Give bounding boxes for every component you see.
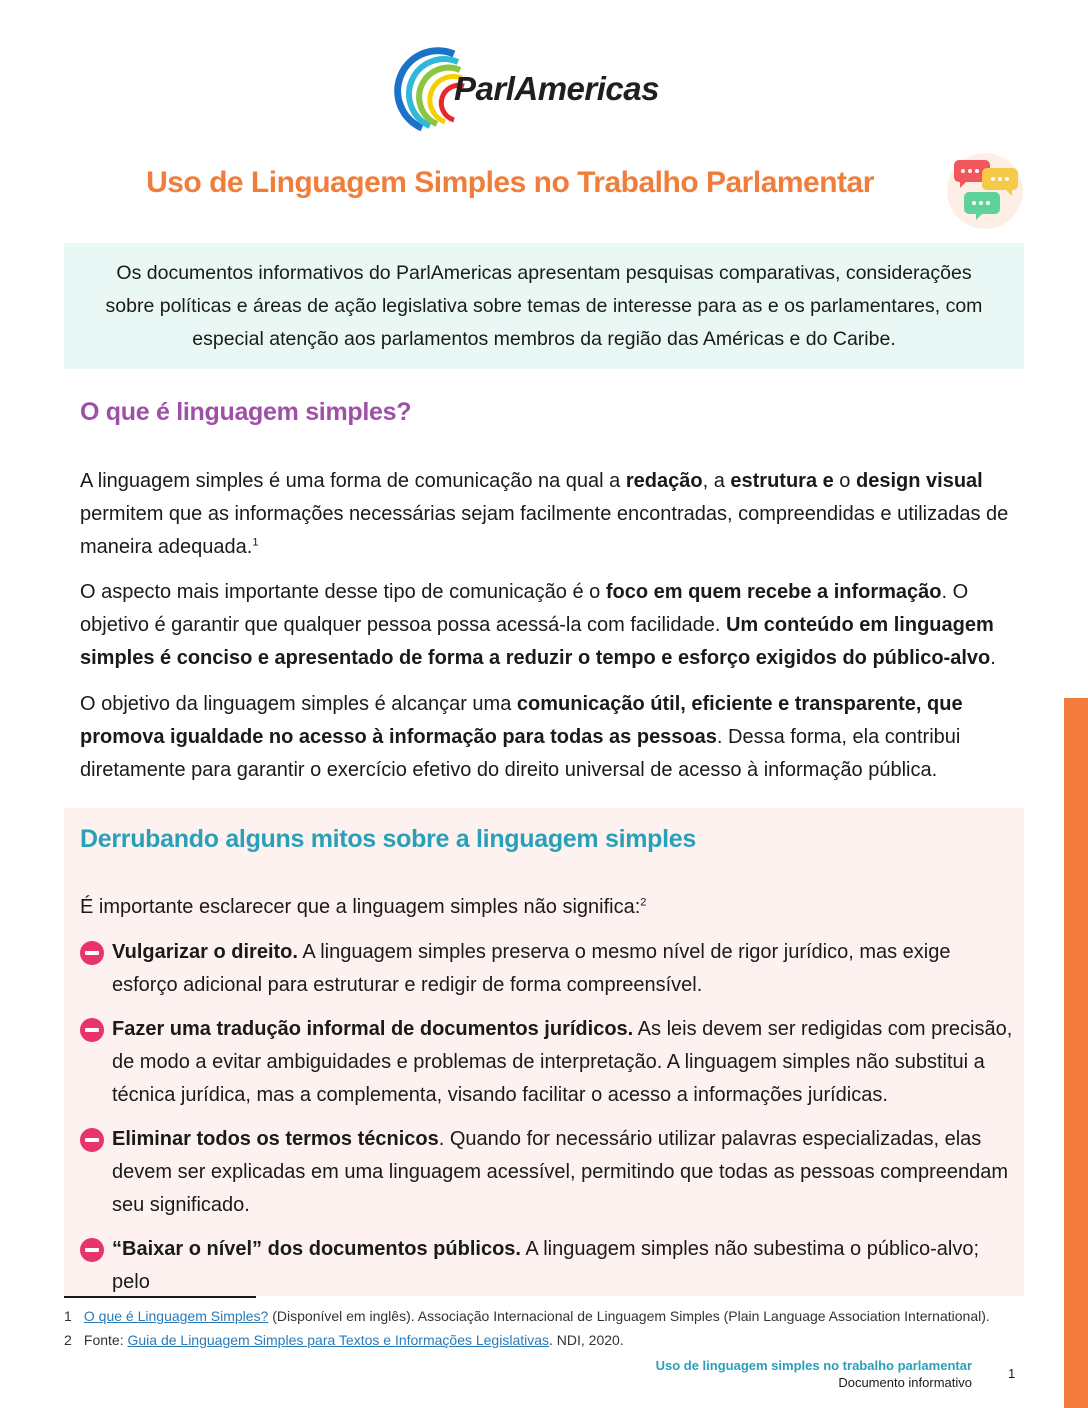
page-number: 1	[1008, 1366, 1016, 1381]
section-heading-what-is: O que é linguagem simples?	[80, 398, 412, 426]
minus-circle-icon	[80, 1238, 104, 1262]
parlamericas-logo	[392, 46, 702, 136]
footnote-2: 2 Fonte: Guia de Linguagem Simples para Textos e Informações Legislativas. NDI, 2020.	[64, 1332, 624, 1348]
side-accent-bar	[1064, 698, 1088, 1408]
paragraph-definition: A linguagem simples é uma forma de comunicação na qual a redação, a estrutura e o design visual permitem que as informações necessárias sejam facilmente encontradas, compreendidas e utilizadas de maneira adequada.$^1$	[80, 470, 1009, 558]
list-item: “Baixar o nível” dos documentos públicos. A linguagem simples não subestima o público-alvo; pelo	[80, 1233, 1015, 1299]
list-item: Fazer uma tradução informal de documentos jurídicos. As leis devem ser redigidas com precisão, de modo a evitar ambiguidades e problemas de interpretação. A linguagem simples não substitui a técnica jurídica, mas a complementa, visando facilitar o acesso a informações jurídicas.	[80, 1013, 1015, 1112]
section-heading-myths: Derrubando alguns mitos sobre a linguagem simples	[80, 825, 696, 853]
minus-circle-icon	[80, 1018, 104, 1042]
chat-bubbles-icon	[946, 152, 1024, 230]
footer-title: Uso de linguagem simples no trabalho parlamentar	[655, 1358, 972, 1373]
list-item: Eliminar todos os termos técnicos. Quando for necessário utilizar palavras especializadas, elas devem ser explicadas em uma linguagem acessível, permitindo que todas as pessoas compreendam seu significado.	[80, 1123, 1015, 1222]
footer-subtitle: Documento informativo	[838, 1375, 972, 1390]
page-footer	[656, 1357, 972, 1391]
footnote-link[interactable]: Guia de Linguagem Simples para Textos e Informações Legislativas	[127, 1332, 550, 1348]
footnote-ref: 2	[640, 896, 647, 909]
footnotes	[64, 1304, 1054, 1352]
footnote-1: 1 O que é Linguagem Simples? (Disponível em inglês). Associação Internacional de Linguagem Simples (Plain Language Association International).	[64, 1308, 990, 1324]
intro-box: Os documentos informativos do ParlAmericas apresentam pesquisas comparativas, considerações sobre políticas e áreas de ação legislativa sobre temas de interesse para as e os parlamentares, com especial atenção aos parlamentos membros da região das Américas e do Caribe.	[64, 243, 1024, 369]
paragraph-objective: O objetivo da linguagem simples é alcançar uma comunicação útil, eficiente e transparente, que promova igualdade no acesso à informação para todas as pessoas. Dessa forma, ela contribui diretamente para garantir o exercício efetivo do direito universal de acesso à informação pública.	[80, 693, 963, 781]
footnote-divider	[64, 1296, 256, 1298]
footnote-link[interactable]: O que é Linguagem Simples?	[83, 1308, 269, 1324]
paragraph-focus: O aspecto mais importante desse tipo de comunicação é o foco em quem recebe a informação. O objetivo é garantir que qualquer pessoa possa acessá-la com facilidade. Um conteúdo em linguagem simples é conciso e apresentado de forma a reduzir o tempo e esforço exigidos do público-alvo.	[80, 581, 996, 669]
myths-list	[80, 936, 1015, 1310]
list-item: Vulgarizar o direito. A linguagem simples preserva o mesmo nível de rigor jurídico, mas exige esforço adicional para estruturar e redigir de forma compreensível.	[80, 936, 1015, 1002]
page-title: Uso de Linguagem Simples no Trabalho Parlamentar	[146, 166, 874, 199]
logo-text: ParlAmericas	[454, 70, 659, 107]
footnote-ref: 1	[252, 536, 259, 549]
minus-circle-icon	[80, 941, 104, 965]
myths-lead: É importante esclarecer que a linguagem simples não significa:$^2$	[80, 896, 647, 918]
minus-circle-icon	[80, 1128, 104, 1152]
